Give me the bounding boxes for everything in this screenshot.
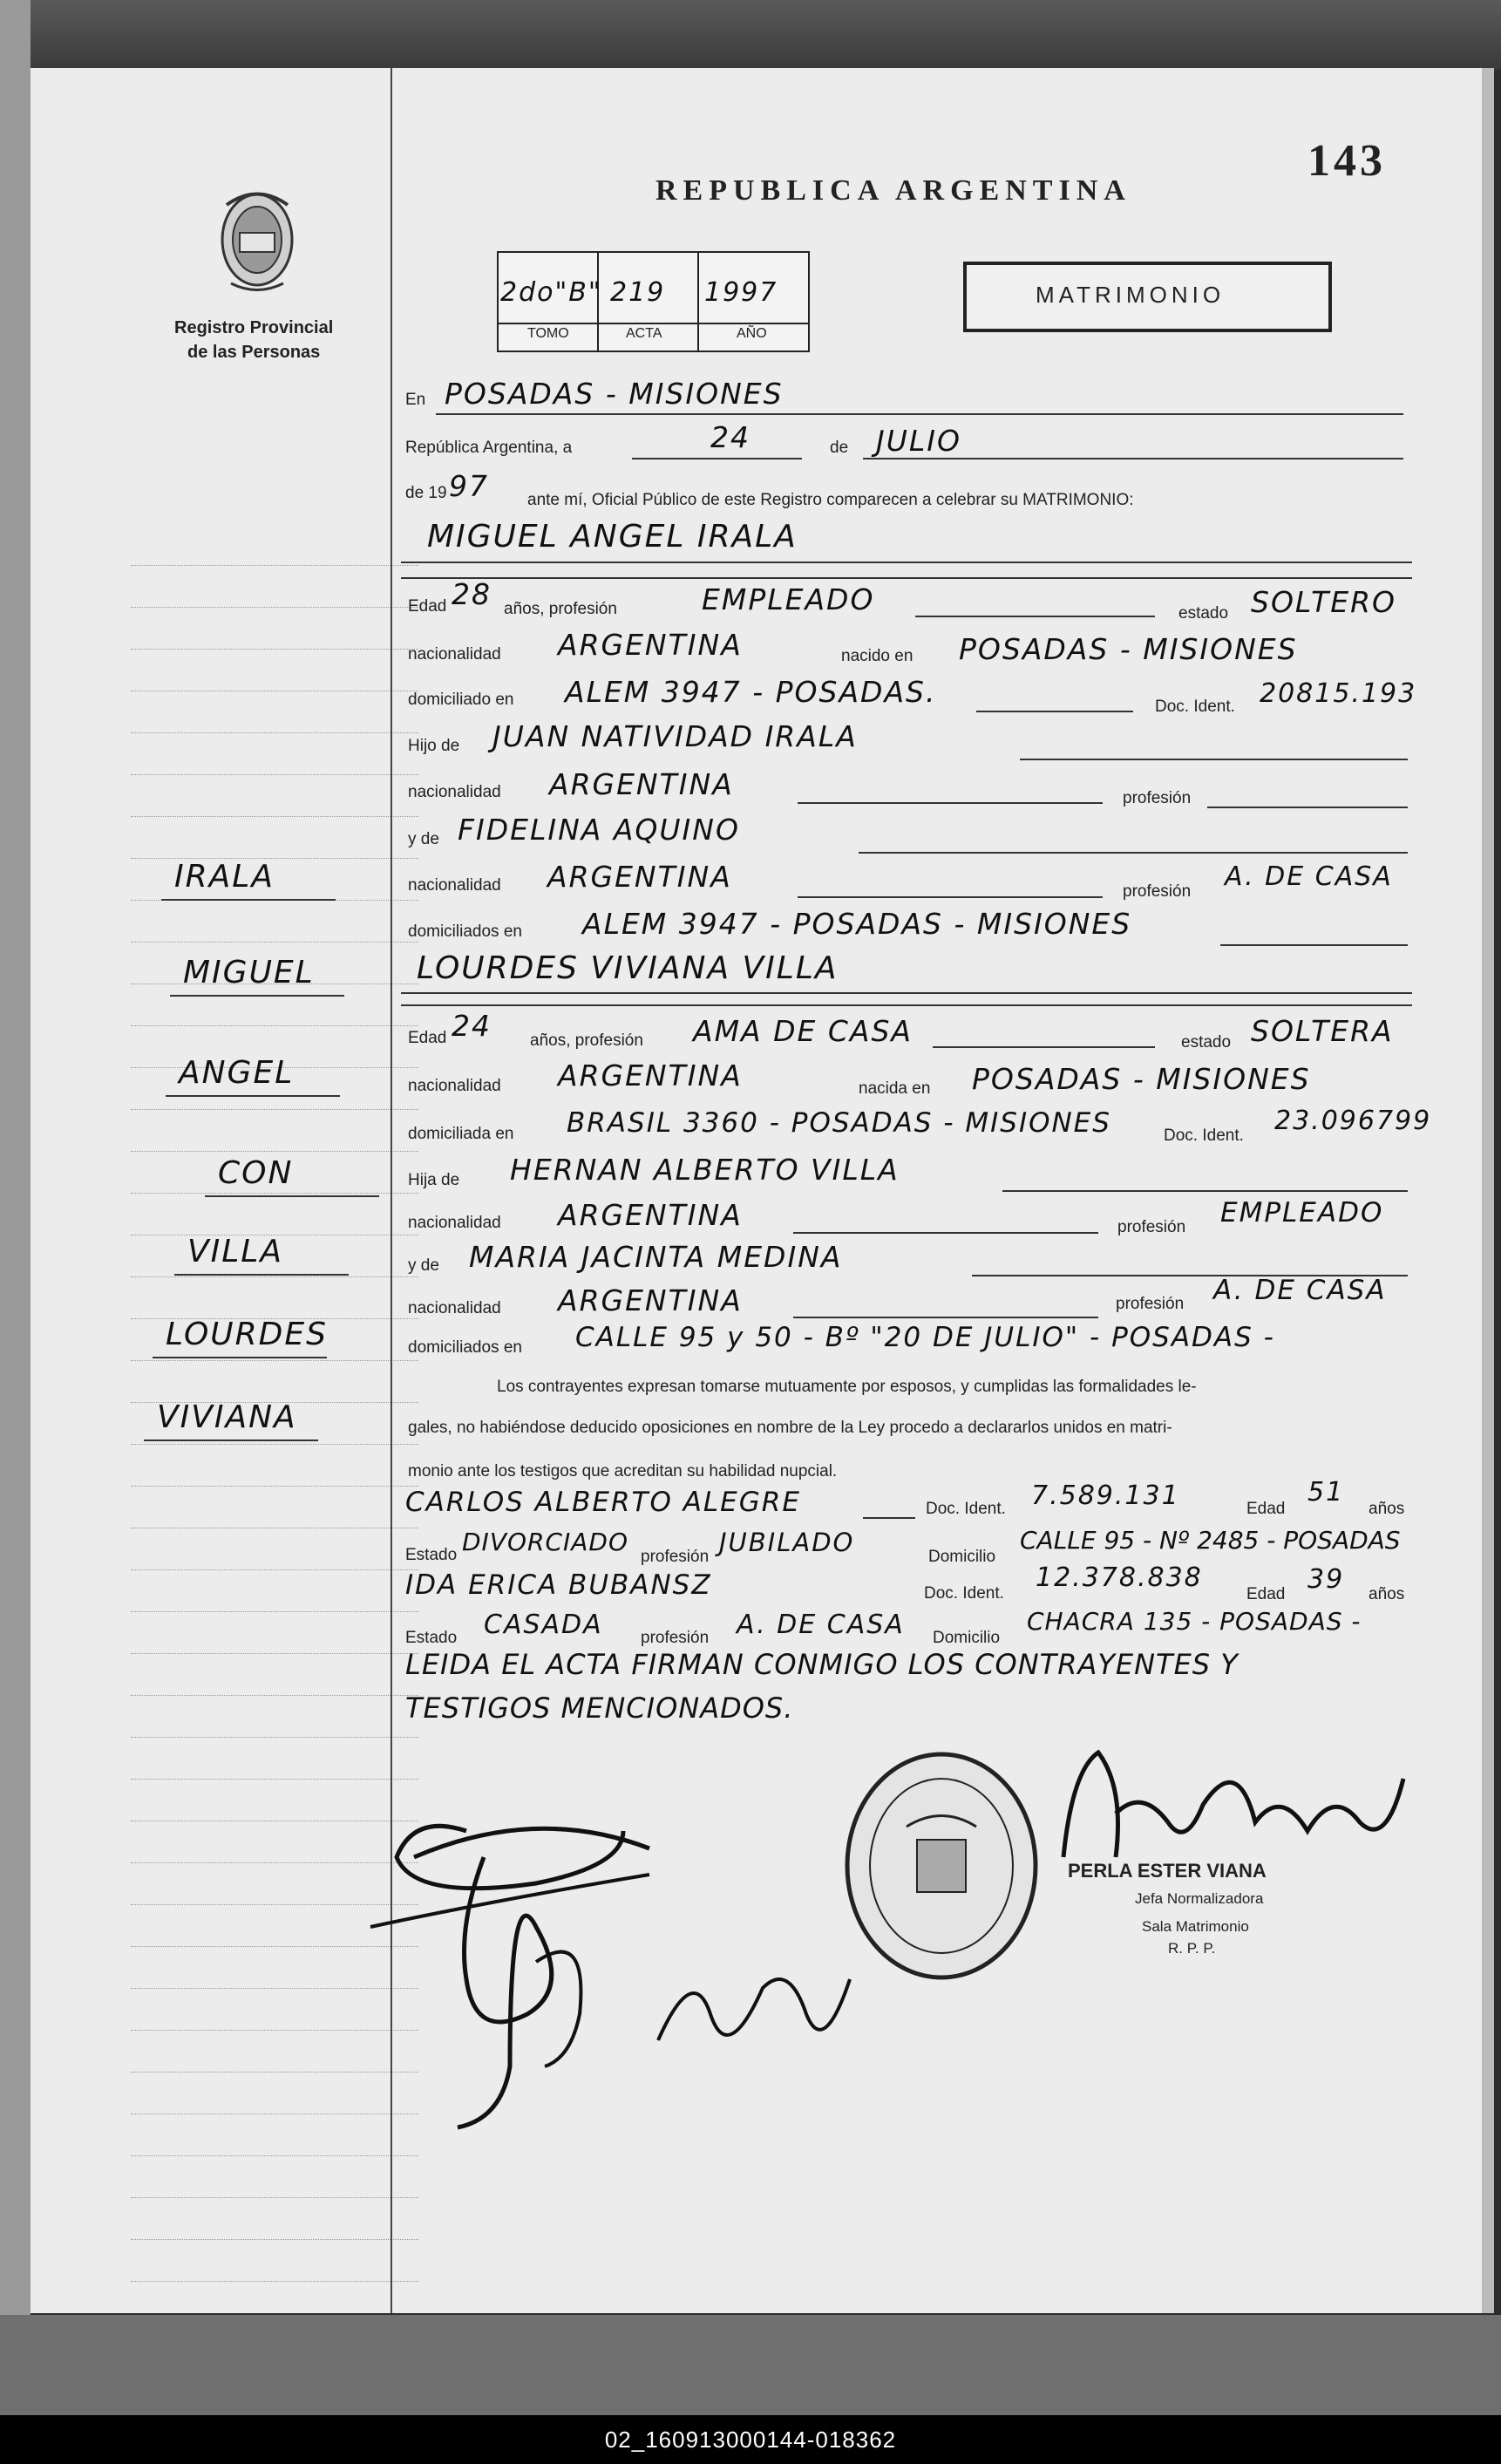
- witness2-address: CHACRA 135 - POSADAS -: [1027, 1607, 1362, 1636]
- declaration-line1: Los contrayentes expresan tomarse mutuamente por esposos, y cumplidas las formalidades le-: [497, 1378, 1197, 1396]
- bride-nacionalidad-label: nacionalidad: [408, 1077, 501, 1095]
- margin-ruled-line: [131, 1276, 418, 1277]
- groom-mother: FIDELINA AQUINO: [458, 813, 740, 847]
- witness1-doc: 7.589.131: [1031, 1480, 1180, 1511]
- bride-age: 24: [452, 1009, 492, 1043]
- bride-profession: AMA DE CASA: [693, 1014, 914, 1048]
- registry-name-line1: Registro Provincial: [174, 318, 334, 337]
- witness1-civil-status: DIVORCIADO: [462, 1528, 629, 1556]
- image-id-footer: 02_160913000144-018362: [0, 2415, 1501, 2464]
- official-title2: Sala Matrimonio: [1142, 1918, 1249, 1935]
- background-top: [0, 0, 1501, 70]
- groom-age: 28: [452, 577, 492, 611]
- margin-ruled-line: [131, 565, 418, 566]
- bride-address: BRASIL 3360 - POSADAS - MISIONES: [567, 1107, 1111, 1139]
- witness1-profession: JUBILADO: [719, 1528, 855, 1557]
- bride-name-line: [401, 992, 1412, 994]
- groom-edad-label: Edad: [408, 597, 447, 616]
- margin-ruled-line: [131, 1695, 418, 1696]
- signatures-block-icon: [362, 1753, 885, 2162]
- bride-father: HERNAN ALBERTO VILLA: [510, 1153, 900, 1187]
- year-value: 97: [449, 469, 489, 503]
- witness2-age: 39: [1307, 1564, 1345, 1595]
- official-name: PERLA ESTER VIANA: [1068, 1860, 1267, 1882]
- margin-ruled-line: [131, 2281, 418, 2282]
- groom-father-prof-label: profesión: [1123, 789, 1192, 807]
- bride-estado-label: estado: [1181, 1033, 1232, 1052]
- margin-ruled-line: [131, 2197, 418, 2198]
- witness2-profesion-label: profesión: [641, 1629, 710, 1647]
- witness2-edad-label: Edad: [1246, 1585, 1286, 1603]
- groom-doc-label: Doc. Ident.: [1155, 698, 1235, 716]
- bride-mother-nationality: ARGENTINA: [558, 1283, 743, 1317]
- margin-note-underline: [170, 995, 344, 997]
- bride-father-nationality: ARGENTINA: [558, 1198, 743, 1232]
- bride-hija-label: Hija de: [408, 1171, 460, 1189]
- binder-edge: [0, 0, 31, 2464]
- groom-profession-line: [915, 616, 1155, 617]
- bride-nacida-label: nacida en: [859, 1079, 931, 1098]
- groom-domicilio-label: domiciliado en: [408, 691, 514, 709]
- margin-ruled-line: [131, 1737, 418, 1738]
- republica-label: República Argentina, a: [405, 439, 573, 457]
- bride-parents-dom-label: domiciliados en: [408, 1338, 522, 1357]
- margin-ruled-line: [131, 2239, 418, 2240]
- acta-value: 219: [610, 277, 666, 308]
- tomo-value: 2do"B": [500, 277, 602, 308]
- bride-edad-label: Edad: [408, 1029, 447, 1047]
- day-line: [632, 458, 802, 459]
- witness1-age: 51: [1307, 1477, 1345, 1508]
- margin-ruled-line: [131, 732, 418, 733]
- folio-number: 143: [1307, 136, 1386, 186]
- witness2-doc-label: Doc. Ident.: [924, 1584, 1004, 1603]
- witness2-estado-label: Estado: [405, 1629, 458, 1647]
- bride-mother-nat-label: nacionalidad: [408, 1299, 501, 1317]
- day-value: 24: [710, 420, 750, 454]
- groom-section-top: [401, 577, 1412, 579]
- margin-ruled-line: [131, 1025, 418, 1026]
- month-line: [863, 458, 1403, 459]
- groom-mother-nat-line: [798, 896, 1103, 898]
- groom-civil-status: SOLTERO: [1251, 585, 1396, 619]
- bride-birthplace: POSADAS - MISIONES: [972, 1062, 1311, 1096]
- bride-father-nat-label: nacionalidad: [408, 1214, 501, 1232]
- margin-note: VILLA: [187, 1234, 283, 1269]
- margin-ruled-line: [131, 1653, 418, 1654]
- groom-father: JUAN NATIVIDAD IRALA: [492, 719, 858, 753]
- margin-note: IRALA: [174, 859, 275, 895]
- bride-doc-label: Doc. Ident.: [1164, 1126, 1244, 1145]
- bride-father-prof-label: profesión: [1117, 1218, 1186, 1236]
- bride-section-top: [401, 1004, 1412, 1006]
- bride-doc: 23.096799: [1274, 1106, 1432, 1136]
- ano-label: AÑO: [737, 326, 767, 341]
- groom-parents-address-line: [1220, 944, 1408, 946]
- witness2-domicilio-label: Domicilio: [933, 1629, 1001, 1647]
- margin-note-underline: [205, 1195, 379, 1197]
- margin-ruled-line: [131, 1444, 418, 1445]
- bride-mother-prof-label: profesión: [1116, 1295, 1185, 1313]
- groom-estado-label: estado: [1178, 604, 1229, 623]
- bride-profession-line: [933, 1046, 1155, 1048]
- groom-doc: 20815.193: [1260, 678, 1417, 709]
- margin-ruled-line: [131, 774, 418, 775]
- margin-ruled-line: [131, 1569, 418, 1570]
- witness2-civil-status: CASADA: [484, 1610, 603, 1640]
- bride-profesion-label: años, profesión: [530, 1031, 643, 1050]
- month-value: JULIO: [876, 424, 961, 458]
- groom-mother-line: [859, 852, 1408, 854]
- bride-civil-status: SOLTERA: [1251, 1014, 1394, 1048]
- declaration-line2: gales, no habiéndose deducido oposiciones en nombre de la Ley procedo a declararlos unidos en matri-: [408, 1419, 1172, 1437]
- record-box-sep2: [697, 251, 699, 351]
- groom-address: ALEM 3947 - POSADAS.: [565, 675, 937, 709]
- country-title: REPUBLICA ARGENTINA: [655, 174, 1131, 207]
- margin-ruled-line: [131, 1611, 418, 1612]
- closing-line2: TESTIGOS MENCIONADOS.: [405, 1691, 794, 1725]
- bride-parents-address: CALLE 95 y 50 - Bº "20 DE JULIO" - POSADAS -: [575, 1322, 1275, 1353]
- margin-ruled-line: [131, 607, 418, 608]
- bride-name: LOURDES VIVIANA VILLA: [417, 950, 839, 986]
- margin-ruled-line: [131, 1360, 418, 1361]
- record-type: MATRIMONIO: [1036, 282, 1226, 308]
- groom-profesion-label: años, profesión: [504, 600, 617, 618]
- statement: ante mí, Oficial Público de este Registro comparecen a celebrar su MATRIMONIO:: [527, 491, 1134, 509]
- groom-hijo-label: Hijo de: [408, 737, 460, 755]
- groom-yde-label: y de: [408, 830, 439, 848]
- groom-parents-address: ALEM 3947 - POSADAS - MISIONES: [582, 907, 1132, 941]
- en-label: En: [405, 391, 426, 409]
- groom-name: MIGUEL ANGEL IRALA: [427, 519, 798, 555]
- margin-note-underline: [153, 1357, 327, 1358]
- witness2-profession: A. DE CASA: [737, 1610, 905, 1640]
- groom-mother-profession: A. DE CASA: [1225, 861, 1393, 892]
- bride-father-nat-line: [793, 1232, 1098, 1234]
- tomo-label: TOMO: [527, 326, 569, 341]
- witness2-name: IDA ERICA BUBANSZ: [405, 1569, 712, 1601]
- groom-father-nat-line: [798, 802, 1103, 804]
- margin-note-underline: [144, 1440, 318, 1441]
- groom-address-line: [976, 711, 1133, 712]
- closing-line1: LEIDA EL ACTA FIRMAN CONMIGO LOS CONTRAYENTES Y: [405, 1648, 1239, 1681]
- registry-name-line2: de las Personas: [187, 343, 321, 362]
- margin-note-underline: [174, 1274, 349, 1276]
- margin-note-underline: [166, 1095, 340, 1097]
- groom-nacido-label: nacido en: [841, 647, 914, 665]
- groom-mother-nationality: ARGENTINA: [547, 860, 732, 894]
- groom-nationality: ARGENTINA: [558, 628, 743, 662]
- bride-domicilio-label: domiciliada en: [408, 1125, 514, 1143]
- witness1-estado-label: Estado: [405, 1546, 458, 1564]
- margin-ruled-line: [131, 1109, 418, 1110]
- witness1-address: CALLE 95 - Nº 2485 - POSADAS: [1020, 1526, 1401, 1555]
- de-label: de: [830, 439, 849, 457]
- margin-ruled-line: [131, 1151, 418, 1152]
- witness1-doc-label: Doc. Ident.: [926, 1500, 1006, 1518]
- ano-value: 1997: [704, 277, 778, 308]
- declaration-line3: monio ante los testigos que acreditan su habilidad nupcial.: [408, 1462, 838, 1480]
- margin-ruled-line: [131, 1486, 418, 1487]
- groom-name-line: [401, 562, 1412, 563]
- witness2-doc: 12.378.838: [1036, 1562, 1203, 1593]
- bride-nationality: ARGENTINA: [558, 1058, 743, 1092]
- witness1-anos-label: años: [1369, 1500, 1405, 1518]
- background-bottom: [0, 2315, 1501, 2415]
- coat-of-arms-icon: [209, 179, 305, 301]
- official-signature-icon: [1046, 1735, 1412, 1883]
- year-prefix: de 19: [405, 484, 447, 502]
- groom-parents-dom-label: domiciliados en: [408, 922, 522, 941]
- margin-note: VIVIANA: [157, 1399, 297, 1435]
- groom-father-nat-label: nacionalidad: [408, 783, 501, 801]
- witness1-name: CARLOS ALBERTO ALEGRE: [405, 1487, 801, 1518]
- record-box-divider: [497, 323, 810, 324]
- official-title1: Jefa Normalizadora: [1135, 1890, 1264, 1907]
- official-title3: R. P. P.: [1168, 1940, 1216, 1957]
- bride-mother: MARIA JACINTA MEDINA: [469, 1240, 843, 1274]
- groom-mother-prof-label: profesión: [1123, 882, 1192, 901]
- witness1-edad-label: Edad: [1246, 1500, 1286, 1518]
- margin-ruled-line: [131, 649, 418, 650]
- margin-note: MIGUEL: [183, 955, 315, 990]
- margin-note: CON: [218, 1155, 294, 1191]
- bride-yde-label: y de: [408, 1256, 439, 1275]
- bride-mother-nat-line: [793, 1317, 1098, 1318]
- acta-label: ACTA: [626, 326, 662, 341]
- margin-note-underline: [161, 899, 336, 901]
- witness1-profesion-label: profesión: [641, 1548, 710, 1566]
- bride-father-profession: EMPLEADO: [1220, 1197, 1384, 1229]
- bride-father-line: [1002, 1190, 1408, 1192]
- groom-nacionalidad-label: nacionalidad: [408, 645, 501, 664]
- place-line: [436, 413, 1403, 415]
- witness2-anos-label: años: [1369, 1585, 1405, 1603]
- groom-birthplace: POSADAS - MISIONES: [959, 632, 1298, 666]
- place-value: POSADAS - MISIONES: [445, 377, 784, 411]
- groom-father-line: [1020, 759, 1408, 760]
- margin-note: ANGEL: [179, 1055, 295, 1091]
- margin-ruled-line: [131, 816, 418, 817]
- bride-mother-profession: A. DE CASA: [1213, 1275, 1387, 1306]
- margin-ruled-line: [131, 1193, 418, 1194]
- groom-mother-nat-label: nacionalidad: [408, 876, 501, 895]
- groom-profession: EMPLEADO: [702, 582, 875, 616]
- groom-father-nationality: ARGENTINA: [549, 767, 734, 801]
- witness1-domicilio-label: Domicilio: [928, 1548, 996, 1566]
- margin-ruled-line: [131, 942, 418, 943]
- witness1-name-line: [863, 1517, 915, 1519]
- margin-note: LOURDES: [166, 1317, 328, 1352]
- groom-father-prof-line: [1207, 807, 1408, 808]
